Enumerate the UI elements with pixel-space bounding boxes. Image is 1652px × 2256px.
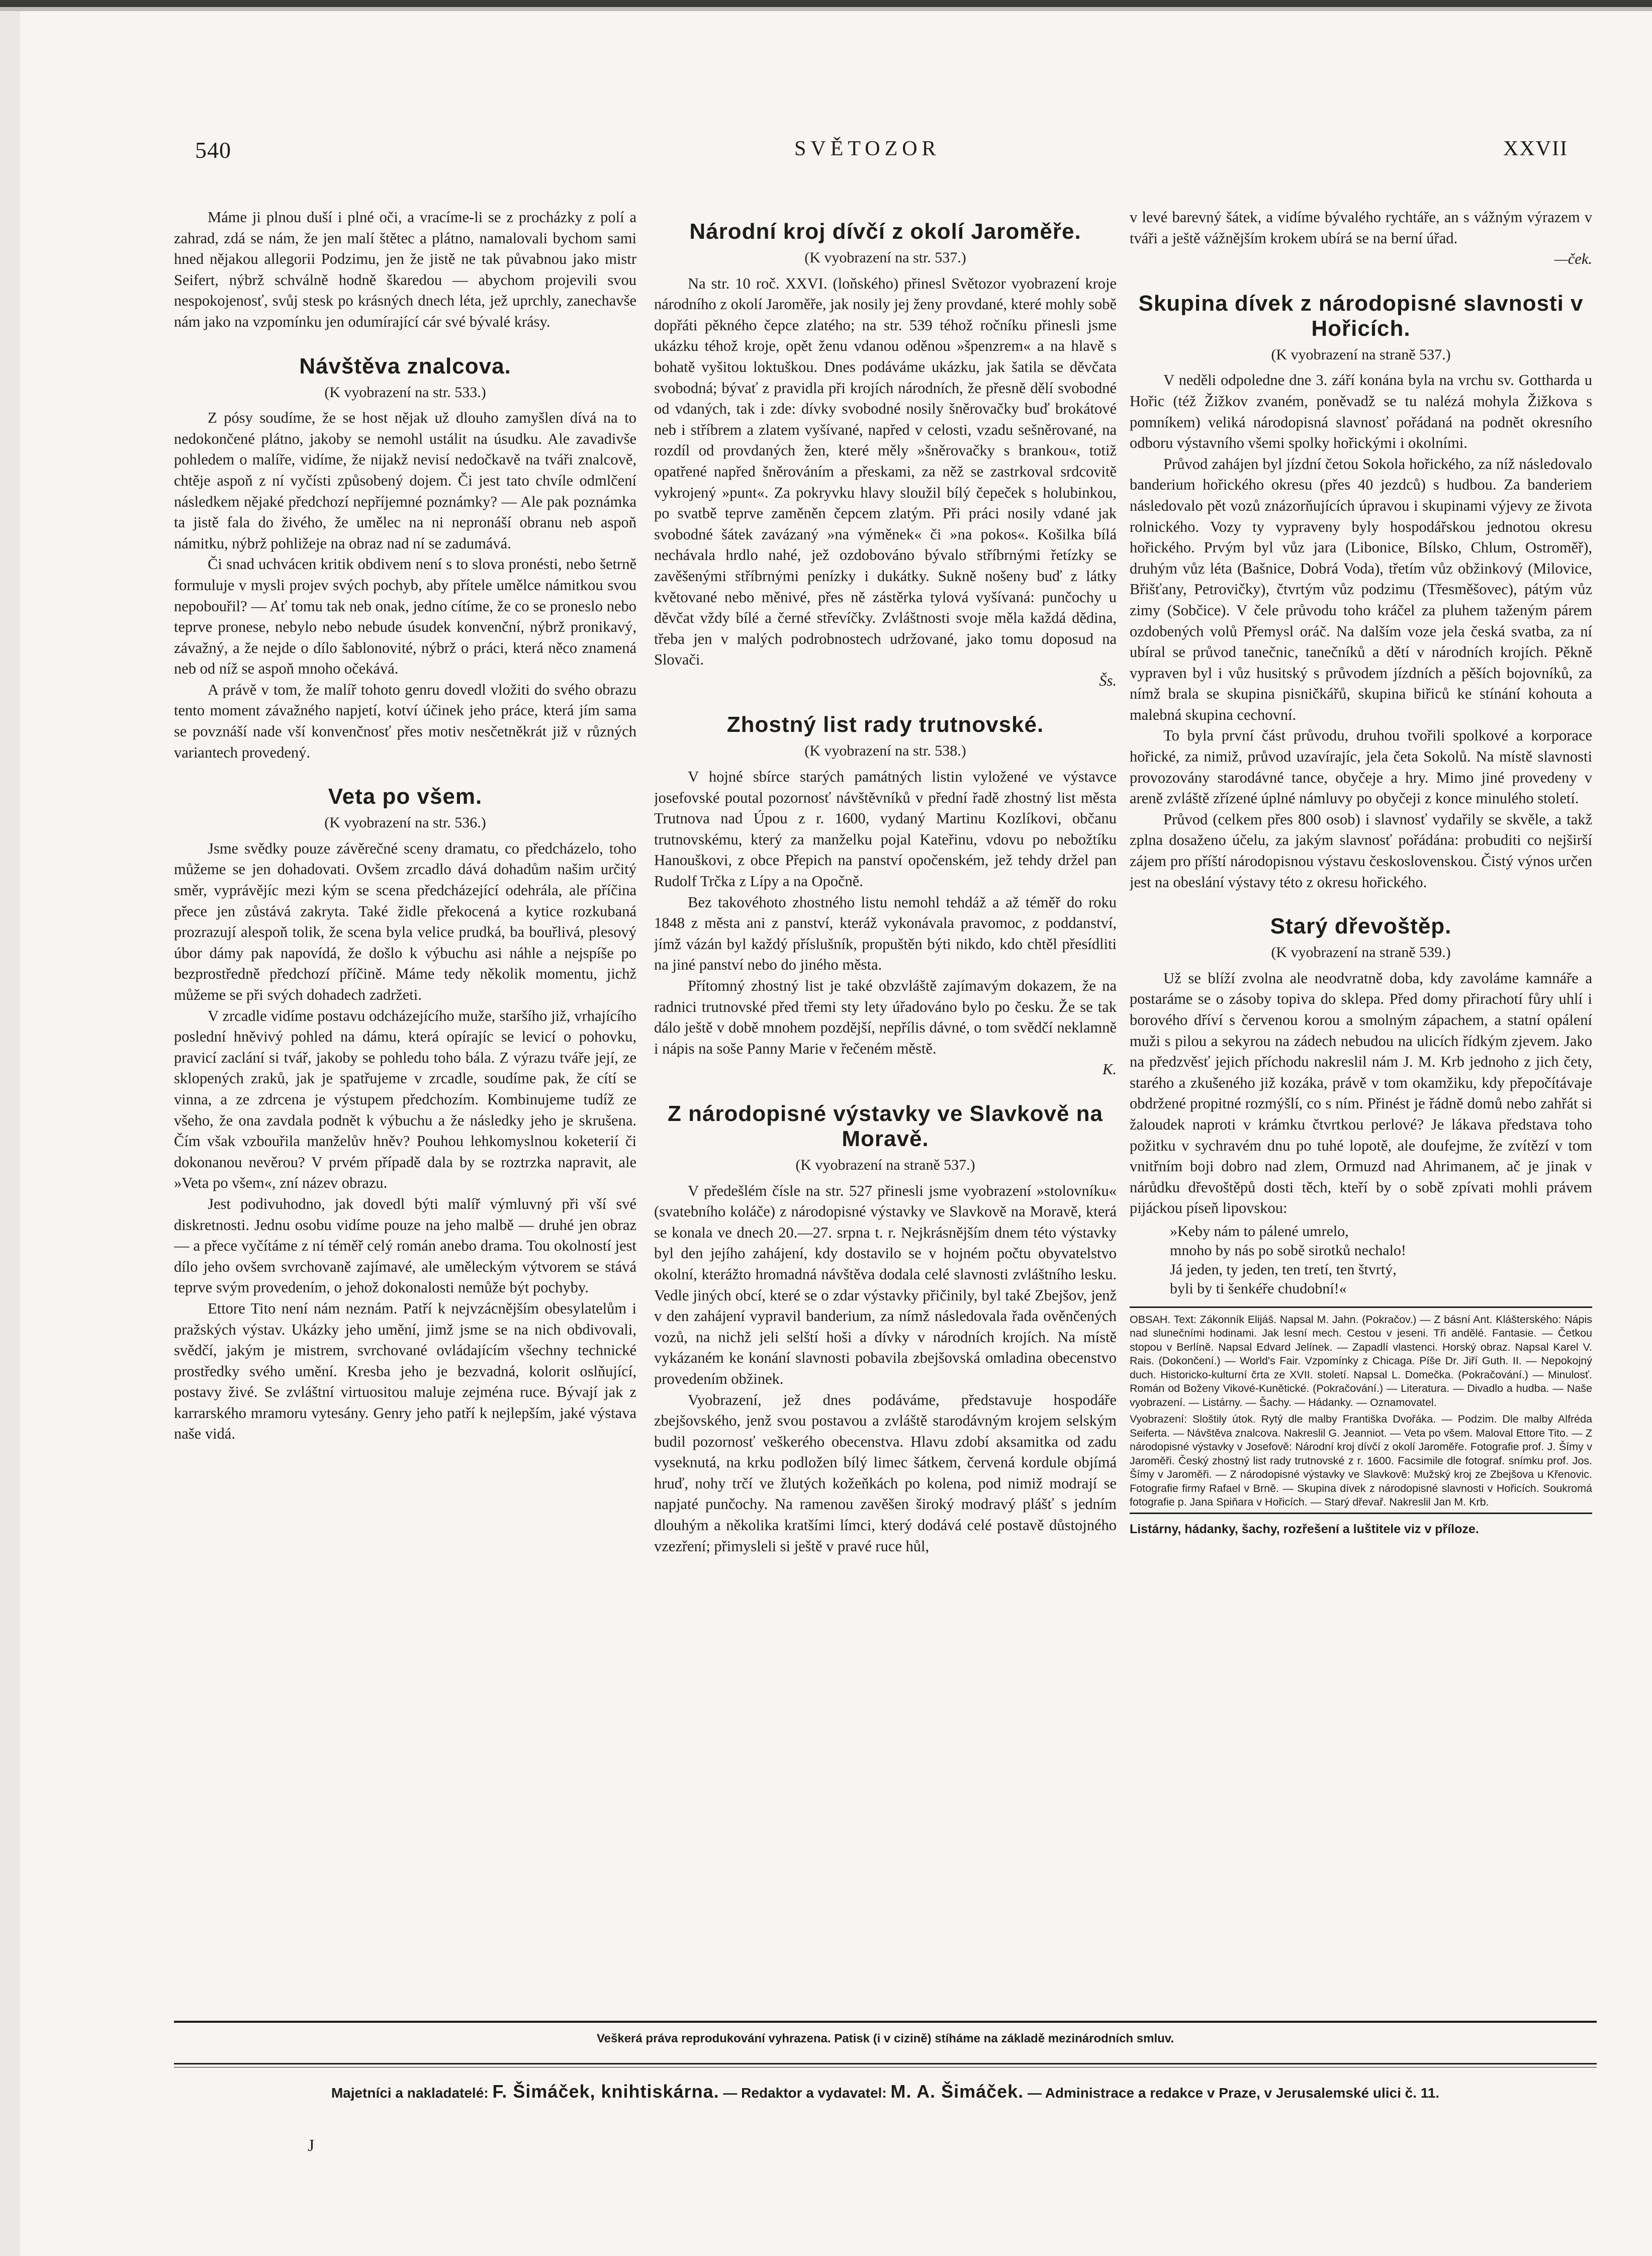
imprint-owner: F. Šimáček, knihtiskárna. xyxy=(492,2081,719,2102)
paragraph: Bez takovéhoto zhostného listu nemohl tehdáž a až téměř do roku 1848 z města ani z panství, kteráž vykonávala pravomoc, z poddanství, jímž vázán byl každý příslušník, propuštěn býti nikdo, kdo chtěl přesídliti na jiné panství nebo do jiného města. xyxy=(654,893,1117,974)
continued-paragraph: v levé barevný šátek, a vidíme bývalého rychtáře, an s vážným výrazem v tváři a ještě vážnějším krokem ubírá se na berní úřad. xyxy=(1130,209,1592,247)
page-number: 540 xyxy=(195,137,231,163)
poem-line: »Keby nám to pálené umrelo, xyxy=(1170,1223,1349,1240)
author-signature: Šs. xyxy=(1099,672,1117,689)
intro-paragraph: Máme ji plnou duší i plné oči, a vracíme-li se z procházky z polí a zahrad, zdá se nám, že jen malí štětec a plátno, namalovali bychom sami hned nějakou allegorii Podzimu, jen že jistě ne tak půvabnou jako mistr Seifert, nýbrž schválně hodně škaredou — abychom projevili svou nespokojenosť, svůj stesk po krásných dnech léta, jež uprchly, zanechavše nám jako na vzpomínku jen odumírající cár své bývalé krásy. xyxy=(174,209,636,330)
section-title-drevostep: Starý dřevoštěp. xyxy=(1270,914,1452,939)
author-signature: K. xyxy=(1103,1061,1117,1078)
section-title-kroj: Národní kroj dívčí z okolí Jaroměře. xyxy=(689,219,1081,244)
scan-edge-light xyxy=(0,7,1652,11)
paragraph: Průvod (celkem přes 800 osob) i slavnosť vydařily se skvěle, a takž zplna dosaženo účelu, za jakým slavnosť pořádána: probuditi co nejširší zájem pro příští národopisnou výstavu československou. Čistý výnos určen jest na obeslání výstavy této z okresu hořického. xyxy=(1130,810,1592,891)
imprint-editor-label: — Redaktor a vydavatel: xyxy=(723,2085,887,2101)
scan-edge-dark xyxy=(0,0,1652,7)
table-of-contents xyxy=(1130,1306,1592,1510)
poem-line: Já jeden, ty jeden, ten tretí, ten štvrtý, xyxy=(1170,1261,1397,1278)
paragraph: Či snad uchvácen kritik obdivem není s to slova pronésti, nebo šetrně formuluje v mysli projev svých pochyb, aby přítele umělce námitkou svou nepobouřil? — Ať tomu tak neb onak, jedno cítíme, že co se proneslo nebo teprve pronese, nebylo nebo nebude úsudek konvenční, nýbrž pronikavý, závažný, a že nejde o dílo šablonovité, nýbrž o práci, která něco znamená neb od níž se aspoň mnoho očekává. xyxy=(174,555,636,678)
column-3 xyxy=(1130,207,1592,1926)
paragraph: Na str. 10 roč. XXVI. (loňského) přinesl Světozor vyobrazení kroje národního z okolí Jaroměře, jak nosily jej ženy provdané, které mohly sobě dopřáti pěkného čepce zlatého; na str. 539 téhož ročníku přinesli jsme ukázku téhož kroje, opět ženu vdanou oděnou »špenzrem« a na hlavě s bohatě vyšitou loktuškou. Dnes podáváme ukázku, jak šatila se děvčata svobodná; bývať z pravidla při krojích národních, že přesně dělí svobodné od vdaných, tak i zde: dívky svobodné nosily šněrovačky buď brokátové neb i stříbrem a zlatem vyšívané, napřed v celosti, vzadu sešněrované, na rozdíl od provdaných žen, které měly »šněrovačky s brankou«, totiž opatřené napřed šněrováním a přeskami, za něž se zastrkoval srdcovitě vykrojený »punt«. Za pokryvku hlavy sloužil bílý čepeček s holubinkou, po svatbě teprve zaměněn čepcem zlatým. Při práci nosily vdané jak svobodné šátek zavázaný »na výměnek« či »na pokos«. Košilka bílá nechávala hrdlo nahé, jež ozdobováno bývalo stříbrnými řetízky se zavěšenými stříbrnými penízky i dukátky. Sukně nošeny buď z látky květované nebo měnivé, přes ně zástěrka tylová vyšívaná: punčochy u děvčat vždy bílé a černé střevíčky. Zvláštnosti svoje měla každá dědina, třeba jen v malých podrobnostech udržované, jako tomu doposud na Slovači. xyxy=(654,274,1117,669)
paragraph: Vyobrazení, jež dnes podáváme, představuje hospodáře zbejšovského, jenž svou postavou a zvláště starodávným krojem selským budil pozornosť veškerého obecenstva. Hlavu zdobí aksamitka od zadu vyseknutá, na krku podložen bílý limec šátkem, červená kordule objímá hruď, nohy trčí ve žlutých kožeňkách po kolena, pod nimiž modrají se napjaté punčochy. Na ramenou zavěšen široký modravý plášť s jedním dlouhým a několika kratšími límci, který dodává celé postavě důstojného vzezření; přimysleli si ještě v pravé ruce hůl, xyxy=(654,1391,1117,1555)
section-title-slavkov: Z národopisné výstavky ve Slavkově na Moravě. xyxy=(667,1101,1104,1151)
poem xyxy=(1130,1222,1592,1298)
rights-notice: Veškerá práva reprodukování vyhrazena. Patisk (i v cizině) stíháme na základě mezinárodních smluv. xyxy=(596,2032,1174,2045)
journal-title: SVĚTOZOR xyxy=(794,137,941,160)
author-signature: —ček. xyxy=(1554,250,1592,268)
paragraph: Už se blíží zvolna ale neodvratně doba, kdy zavoláme kamnáře a postaráme se o zásoby topiva do sklepa. Před domy přirachotí fůry uhlí i borového dříví s červenou korou a smolným zápachem, a statní opálení muži s pilou a sekyrou na zádech nebudou na ulicích řídkým zjevem. Jako na předzvěsť jejich příchodu nakreslil nám J. M. Krb jednoho z jich čety, starého a zkušeného již kozáka, právě v tom okamžiku, kdy přepočítávaje obdržené propitné rozmýšlí, co s ním. Přinést je řádně domů nebo zahřát si žaloudek naproti v krámku čtvrtkou perlové? Je lákava představa toho požitku v sychravém dnu po tuhé lopotě, ale doufejme, že zvítězí v tom vnitřním boji dobro nad zlem, Ormuzd nad Ahrimanem, ač je jinak v nárůdku dřevoštěpů dosti těch, kteří by o sobě zpívati mohli právem pijáckou píseň lipovskou: xyxy=(1130,969,1592,1217)
poem-line: mnoho by nás po sobě sirotků nechalo! xyxy=(1170,1242,1406,1259)
running-header xyxy=(20,11,1652,172)
volume-number: XXVII xyxy=(1503,137,1568,160)
magazine-page xyxy=(20,11,1652,2256)
section-source-kroj: (K vyobrazení na str. 537.) xyxy=(804,249,966,266)
section-source-drevostep: (K vyobrazení na straně 539.) xyxy=(1271,944,1451,961)
section-title-zhostny-list: Zhostný list rady trutnovské. xyxy=(726,712,1044,737)
paragraph: Jsme svědky pouze závěrečné sceny dramatu, co předcházelo, toho můžeme se jen dohadovati. Ovšem zrcadlo dává dohadům našim určitý směr, vyprávějíc mezi kým se scena předcházející odehrála, ale příčina přece jen zůstává zakryta. Také židle překocená a kytice rozkubaná prozrazují alespoň tolik, že scena byla velice prudká, ba bouřlivá, plesový úbor dámy pak napovídá, že došlo k výbuchu asi náhle a nejspíše po bezprostředně předchozí příčině. Máme tedy několik momentu, jichž můžeme se při svých dohadech zadržeti. xyxy=(174,839,636,1003)
section-source-slavkov: (K vyobrazení na straně 537.) xyxy=(795,1156,975,1173)
section-title-veta: Veta po všem. xyxy=(328,784,483,809)
poem-line: byli by ti šenkéře chudobní!« xyxy=(1170,1280,1347,1297)
toc-text: OBSAH. Text: Zákonník Elijáš. Napsal M. Jahn. (Pokračov.) — Z básní Ant. Klášterského: Nápis nad slunečními hodinami. Jak lesní mech. Cestou v jeseni. Tři andělé. Fantasie. — Četkou stopou v Berlíně. Napsal Edvard Jelínek. — Zapadlí vlastenci. Horský obraz. Napsal Karel V. Rais. (Dokončení.) — World's Fair. Vzpomínky z Chicaga. Píše Dr. Jiří Guth. II. — Nepokojný duch. Historicko-kulturní črta ze XVII. století. Napsal L. Domečka. (Pokračování.) — Minulosť. Román od Boženy Vikové-Kunětické. (Pokračování.) — Literatura. — Divadlo a hudba. — Naše vyobrazení. — Listárny. — Šachy. — Hádanky. — Oznamovatel. xyxy=(1130,1313,1592,1408)
section-source-veta: (K vyobrazení na str. 536.) xyxy=(324,814,486,831)
supplement-note: Listárny, hádanky, šachy, rozřešení a luštitele viz v příloze. xyxy=(1130,1513,1592,1537)
paragraph: V předešlém čísle na str. 527 přinesli jsme vyobrazení »stolovníku« (svatebního koláče) z národopisné výstavky ve Slavkově na Moravě, která se konala ve dnech 20.—27. srpna t. r. Nejkrásnějším dnem této výstavky byl den jejího zahájení, kdy dostavilo se v hojném počtu obyvatelstvo okolní, kterážto hromadná návštěva dodala celé slavnosti zvláštního lesku. Vedle jiných obcí, které se o zdar výstavky přičinily, byl také Zbejšov, jenž v den zahájení vypravil banderium, za nímž následovala řada ověnčených vozů, na nichž jeli selští hoši a dívky v národních krojích. Na místě vykázaném ke konání slavnosti pobavila zbejšovská omladina obecenstvo provedením obžinek. xyxy=(654,1182,1117,1387)
column-1 xyxy=(174,207,636,1941)
imprint-editor: M. A. Šimáček. xyxy=(890,2081,1024,2102)
section-title-horice: Skupina dívek z národopisné slavnosti v Hořicích. xyxy=(1138,291,1584,341)
section-source-zhostny-list: (K vyobrazení na str. 538.) xyxy=(804,742,966,760)
section-title-navsteva: Návštěva znalcova. xyxy=(299,353,511,379)
section-source-horice: (K vyobrazení na straně 537.) xyxy=(1271,346,1451,363)
paragraph: V hojné sbírce starých památných listin vyložené ve výstavce josefovské poutal pozornosť návštěvníků v přední řadě zhostný list města Trutnova nad Úpou z r. 1600, vydaný Martinu Kozlíkovi, občanu trutnovskému, který za manželku pojal Kateřinu, vdovu po nebožtíku Hanouškovi, z obce Přepich na panství opočenském, jež tehdy držel pan Rudolf Trčka z Lípy a na Opočně. xyxy=(654,768,1117,890)
paragraph: Průvod zahájen byl jízdní četou Sokola hořického, za níž následovalo banderium hořického okresu (přes 40 jezdců) s hudbou. Za banderiem následovalo pět vozů znázorňujících úpravou i skupinami výjevy ze života rolnického. Vozy ty vypraveny byly hospodářskou jednotou okresu hořického. Prvým byl vůz jara (Libonice, Bílsko, Chlum, Ostroměř), druhým vůz léta (Bašnice, Dobrá Voda), třetím vůz obžinkový (Milovice, Břišťany, Petrovičky), čtvrtým vůz podzimu (Třesměšovec), pátým vůz zimy (Sobčice). V čele průvodu toho kráčel za pluhem taženým párem ozdobených volů Přemysl oráč. Na dalším voze jela česká svatba, za ní ubíral se průvod tanečnic, tanečníků a dětí v národních krojích. Pěkně vypraven byl i vůz husitský s průvodem jízdních a pěších bojovníků, za nímž brala se skupina pisničkářů, skupina biřiců ke stínání kohouta a malebná skupina cechovní. xyxy=(1130,455,1592,723)
footer-rule xyxy=(174,2021,1597,2023)
footer-double-rule-top xyxy=(174,2063,1597,2064)
imprint-administration: — Administrace a redakce v Praze, v Jerusalemské ulici č. 11. xyxy=(1027,2085,1440,2101)
printer-mark: J xyxy=(308,2136,315,2155)
paragraph: Z pósy soudíme, že se host nějak už dlouho zamyšlen dívá na to nedokončené plátno, jakoby se nemohl ustálit na úsudku. Ale zavadivše pohledem o malíře, vidíme, že nijakž nevisí nedočkavě na tváři znalcově, chtěje aspoň z ní vyčísti způsobený dojem. Či jest tato chvíle odmlčení následkem nějaké předchozí nepříjemné poznámky? — Ale pak poznámka ta jistě fala do živého, že umělec na ni nepronáší obranu neb aspoň námitku, nýbrž pohližeje na obraz nad ní se zadumává. xyxy=(174,409,636,552)
paragraph: V neděli odpoledne dne 3. září konána byla na vrchu sv. Gottharda u Hořic (též Žižkov zvaném, poněvadž se tu nalézá mohyla Žižkova s pomníkem) veliká národopisná slavnosť pořádaná na podnět okresního odboru výstavního všemi spolky hořickými i okolními. xyxy=(1130,371,1592,452)
paragraph: To byla první část průvodu, druhou tvořili spolkové a korporace hořické, za nimiž, průvod uzavírajíc, jela četa Sokolů. Na místě slavnosti provozovány starodávné tance, obyčeje a hry. Mimo jiné provedeny v areně zvláště zřízené úplné námluvy po obyčeji z konce minulého století. xyxy=(1130,727,1592,807)
paragraph: Ettore Tito není nám neznám. Patří k nejvzácnějším obesylatelům i pražských výstav. Ukázky jeho umění, jimž jsme se na nich obdivovali, svědčí, jakým je mistrem, svrchované ovládajícím všechny technické prostředky svého umění. Kresba jeho je bezvadná, kolorit oslňující, postavy živé. Se zvláštní virtuositou maluje zejména ruce. Bývají jak z karrarského mramoru vytesány. Genry jeho patří k nejlepším, jaké výstava naše vidá. xyxy=(174,1299,636,1443)
column-2 xyxy=(654,207,1117,1931)
section-source-navsteva: (K vyobrazení na str. 533.) xyxy=(324,384,486,401)
imprint xyxy=(174,2081,1597,2102)
toc-illustrations: Vyobrazení: Sloštily útok. Rytý dle malby Františka Dvořáka. — Podzim. Dle malby Alfréda Seiferta. — Návštěva znalcova. Nakreslil G. Jeanniot. — Veta po všem. Maloval Ettore Tito. — Z národopisné výstavky v Josefově: Národní kroj dívčí z okolí Jaroměře. Fotografie prof. J. Šímy v Jaroměři. Český zhostný list rady trutnovské z r. 1600. Facsimile dle fotograf. snímku prof. Jos. Šímy v Jaroměři. — Z národopisné výstavky ve Slavkově: Mužský kroj ze Zbejšova u Křenovic. Fotografie firmy Rafael v Brně. — Skupina dívek z národopisné slavnosti v Hořicích. Soukromá fotografie p. Jana Spiňara v Hořicích. — Starý dřevař. Nakreslil Jan M. Krb. xyxy=(1130,1413,1592,1509)
paragraph: A právě v tom, že malíř tohoto genru dovedl vložiti do svého obrazu tento moment závažného napjetí, kotví účinek jeho práce, která jím sama se povznáší nade vší konvenčnosť přes motiv nesčetněkrát již v různých variantech provedený. xyxy=(174,681,636,761)
imprint-owner-label: Majetníci a nakladatelé: xyxy=(331,2085,489,2101)
paragraph: Jest podivuhodno, jak dovedl býti malíř výmluvný při vší své diskretnosti. Jednu osobu vidíme pouze na jeho malbě — druhé jen obraz — a přece vyčítáme z ní téměř celý román anebo drama. Tou okolností jest dílo jeho ovšem svrchovaně zajímavé, ale uměleckým výtvorem se stává teprve svým provedením, o jehož dokonalosti nemůže být pochyby. xyxy=(174,1195,636,1296)
paragraph: V zrcadle vidíme postavu odcházejícího muže, staršího již, vrhajícího poslední hněvivý pohled na dámu, která opírajíc se levicí o pohovku, pravicí zaclání si tvář, jakoby se pohledu toho bála. Z výrazu tváře její, ze sklopených zraků, jak je spatřujeme v zrcadle, soudíme pak, že cítí se vinna, a ze zdrcena je výstupem předchozím. Kombinujeme tudíž ze všeho, že ona zavdala podnět k výbuchu a že následky jeho je skrušena. Čím však vzbouřila manželův hněv? Pouhou lehkomyslnou koketerií či dokonanou nevěrou? V prvém případě dala by se roztrzka napravit, ale »Veta po všem«, zní název obrazu. xyxy=(174,1007,636,1192)
paragraph: Přítomný zhostný list je také obzvláště zajímavým dokazem, že na radnici trutnovské před třemi sty lety úřadováno bylo po česku. Že se tak dálo ještě v době mnohem pozdější, nepřílis dávné, o tom svědčí neklamně i nápis na soše Panny Marie v řečeném městě. xyxy=(654,977,1117,1057)
